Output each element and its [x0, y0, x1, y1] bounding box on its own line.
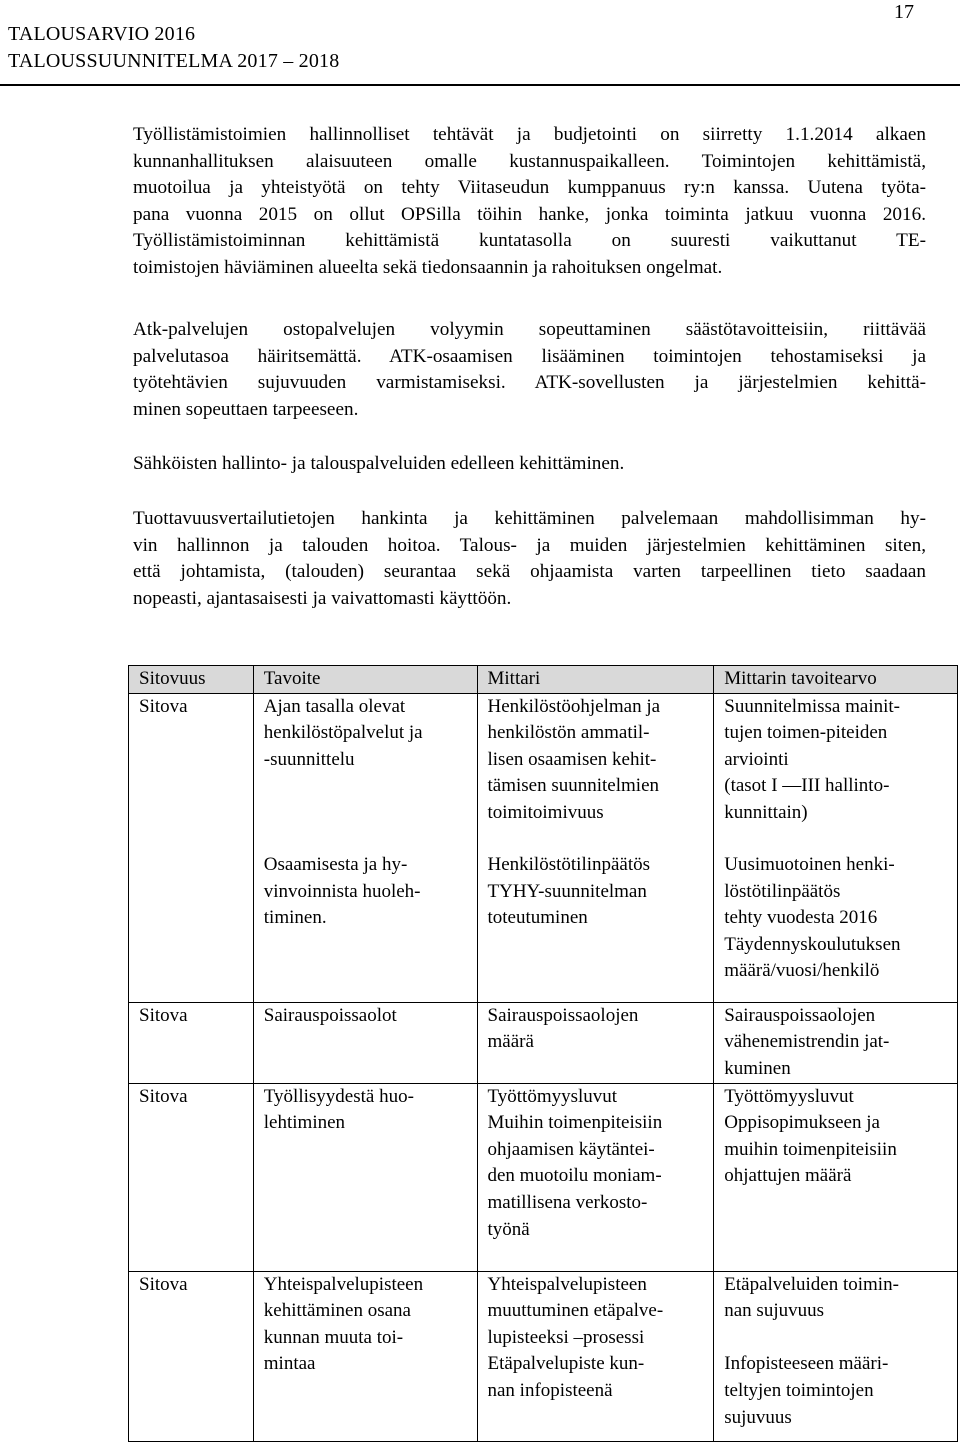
header-subtitle: TALOUSSUUNNITELMA 2017 – 2018 — [8, 50, 340, 72]
cell-sitovuus — [129, 1083, 254, 1271]
page-number: 17 — [894, 1, 914, 23]
cell-line: Henkilöstöohjelman ja — [487, 695, 661, 717]
table-row — [129, 1002, 958, 1083]
cell-sitovuus — [129, 852, 254, 1002]
text-line: Sähköisten hallinto- ja talouspalveluiden edelleen kehittäminen. — [133, 453, 625, 474]
cell-line: Työllisyydestä huo- — [263, 1085, 414, 1107]
cell-line — [724, 1325, 953, 1352]
cell-line: Oppisopimukseen ja — [724, 1112, 880, 1134]
cell-line: Ajan tasalla olevat — [263, 695, 406, 717]
cell-tavoite — [253, 852, 477, 1002]
cell-line: Etäpalvelupiste kun- — [487, 1353, 645, 1375]
cell-line: Sitova — [139, 1004, 188, 1026]
header-mittari: Mittari — [477, 666, 714, 694]
cell-mittari — [477, 1002, 714, 1083]
text-line: että johtamista, (talouden) seurantaa sekä ohjaamista varten tarpeellinen tieto saadaan — [133, 561, 926, 583]
cell-line: tehty vuodesta 2016 — [724, 907, 878, 929]
cell-tavoitearvo — [714, 1002, 958, 1083]
cell-line: tujen toimen-piteiden — [724, 722, 888, 744]
cell-line: ohjaamisen käytäntei- — [487, 1138, 655, 1160]
cell-tavoite — [253, 1271, 477, 1441]
header-tavoite: Tavoite — [253, 666, 477, 694]
cell-line: sujuvuus — [724, 1406, 792, 1428]
cell-line: TYHY-suunnitelman — [487, 880, 647, 902]
cell-tavoite — [253, 693, 477, 852]
cell-line: arviointi — [724, 748, 789, 770]
cell-line: lupisteeksi –prosessi — [487, 1326, 645, 1348]
cell-tavoitearvo — [714, 1271, 958, 1441]
table-row — [129, 693, 958, 852]
text-line: minen sopeuttaen tarpeeseen. — [133, 398, 359, 420]
table-row — [129, 1271, 958, 1441]
paragraph-electronic-services — [133, 451, 926, 478]
header-title: TALOUSARVIO 2016 — [8, 23, 196, 45]
cell-line: kuminen — [724, 1057, 791, 1079]
paragraph-employment — [133, 122, 926, 282]
cell-line: henkilöstöpalvelut ja — [263, 722, 423, 744]
cell-line: Suunnitelmissa mainit- — [724, 695, 900, 717]
cell-tavoite — [253, 1002, 477, 1083]
text-line: Tuottavuusvertailutietojen hankinta ja kehittäminen palvelemaan mahdollisimman hy- — [133, 508, 926, 529]
cell-line: Sitova — [139, 1085, 188, 1107]
cell-line: -suunnittelu — [263, 748, 355, 770]
cell-line: Etäpalveluiden toimin- — [724, 1273, 899, 1295]
cell-mittari — [477, 852, 714, 1002]
cell-line: Työttömyysluvut — [487, 1085, 618, 1107]
cell-line: Uusimuotoinen henki- — [724, 854, 895, 876]
cell-line: Osaamisesta ja hy- — [263, 854, 408, 876]
cell-line: Yhteispalvelupisteen — [487, 1273, 647, 1295]
cell-line: Täydennyskoulutuksen — [724, 933, 901, 955]
cell-line: työnä — [487, 1218, 530, 1240]
text-line: Työllistämistoimien hallinnolliset tehtävät ja budjetointi on siirretty 1.1.2014 alkaen — [133, 124, 926, 145]
cell-line: tämisen suunnitelmien — [487, 775, 660, 797]
cell-mittari — [477, 1083, 714, 1271]
cell-line: Sitova — [139, 1273, 188, 1295]
paragraph-productivity — [133, 506, 926, 612]
cell-line: Sitova — [139, 695, 188, 717]
text-line: nopeasti, ajantasaisesti ja vaivattomasti käyttöön. — [133, 587, 512, 609]
cell-line: kunnittain) — [724, 801, 808, 823]
cell-sitovuus — [129, 1002, 254, 1083]
cell-line: Yhteispalvelupisteen — [263, 1273, 424, 1295]
cell-tavoitearvo — [714, 852, 958, 1002]
cell-line: Henkilöstötilinpäätös — [487, 854, 651, 876]
text-line: pana vuonna 2015 on ollut OPSilla töihin hanke, jonka toiminta jatkuu vuonna 2016. — [133, 203, 926, 225]
cell-line: den muotoilu moniam- — [487, 1165, 662, 1187]
cell-line: määrä — [487, 1031, 534, 1053]
text-line: Työllistämistoiminnan kehittämistä kuntatasolla on suuresti vaikuttanut TE- — [133, 230, 926, 252]
cell-line: (tasot I —III hallinto- — [724, 775, 890, 797]
cell-line: vähenemistrendin jat- — [724, 1031, 890, 1053]
cell-line: määrä/vuosi/henkilö — [724, 960, 880, 982]
text-line: palvelutasoa häiritsemättä. ATK-osaamisen lisääminen toimintojen tehostamiseksi ja — [133, 345, 926, 367]
cell-tavoitearvo — [714, 1083, 958, 1271]
cell-line: Sairauspoissaolot — [263, 1004, 397, 1026]
cell-line: teltyjen toimintojen — [724, 1379, 874, 1401]
cell-line: kehittäminen osana — [263, 1300, 411, 1322]
cell-line: muuttuminen etäpalve- — [487, 1300, 664, 1322]
cell-tavoite — [253, 1083, 477, 1271]
text-line: vin hallinnon ja talouden hoitoa. Talous- ja muiden järjestelmien kehittäminen siten, — [133, 534, 926, 556]
cell-mittari — [477, 1271, 714, 1441]
cell-line: Infopisteeseen määri- — [724, 1353, 889, 1375]
cell-line: toimitoimivuus — [487, 801, 604, 823]
cell-line: Muihin toimenpiteisiin — [487, 1112, 663, 1134]
header-rule — [0, 84, 960, 86]
cell-line: kunnan muuta toi- — [263, 1326, 404, 1348]
text-line: työtehtävien sujuvuuden varmistamiseksi. ATK-sovellusten ja järjestelmien kehittä- — [133, 372, 926, 394]
cell-sitovuus — [129, 1271, 254, 1441]
cell-line: vinvoinnista huoleh- — [263, 880, 421, 902]
cell-line: mintaa — [263, 1353, 316, 1375]
cell-line: henkilöstön ammatil- — [487, 722, 650, 744]
table-header-row — [129, 666, 958, 694]
cell-line: Sairauspoissaolojen — [724, 1004, 876, 1026]
cell-tavoitearvo — [714, 693, 958, 852]
cell-line: timinen. — [263, 907, 327, 929]
header-tavoitearvo: Mittarin tavoitearvo — [714, 666, 958, 694]
cell-mittari — [477, 693, 714, 852]
cell-line: toteutuminen — [487, 907, 588, 929]
cell-line: ohjattujen määrä — [724, 1165, 852, 1187]
text-line: muotoilua ja yhteistyötä on tehty Viitaseudun kumppanuus ry:n kanssa. Uutena työta- — [133, 177, 926, 199]
paragraph-it-services — [133, 317, 926, 423]
cell-line: matillisena verkosto- — [487, 1191, 648, 1213]
cell-line: lehtiminen — [263, 1112, 346, 1134]
header-sitovuus: Sitovuus — [129, 666, 254, 694]
text-line: Atk-palvelujen ostopalvelujen volyymin sopeuttaminen säästötavoitteisiin, riittävää — [133, 319, 926, 340]
text-line: kunnanhallituksen alaisuuteen omalle kustannuspaikalleen. Toimintojen kehittämistä, — [133, 150, 926, 172]
table-row — [129, 1083, 958, 1271]
targets-table — [128, 665, 958, 1442]
cell-line: Sairauspoissaolojen — [487, 1004, 639, 1026]
cell-line: nan sujuvuus — [724, 1300, 824, 1322]
cell-line: nan infopisteenä — [487, 1379, 613, 1401]
cell-sitovuus — [129, 693, 254, 852]
cell-line: löstötilinpäätös — [724, 880, 841, 902]
cell-line: lisen osaamisen kehit- — [487, 748, 657, 770]
cell-line: Työttömyysluvut — [724, 1085, 854, 1107]
text-line: toimistojen häviäminen alueelta sekä tiedonsaannin ja rahoituksen ongelmat. — [133, 256, 723, 278]
cell-line: muihin toimenpiteisiin — [724, 1138, 897, 1160]
table-row — [129, 852, 958, 1002]
